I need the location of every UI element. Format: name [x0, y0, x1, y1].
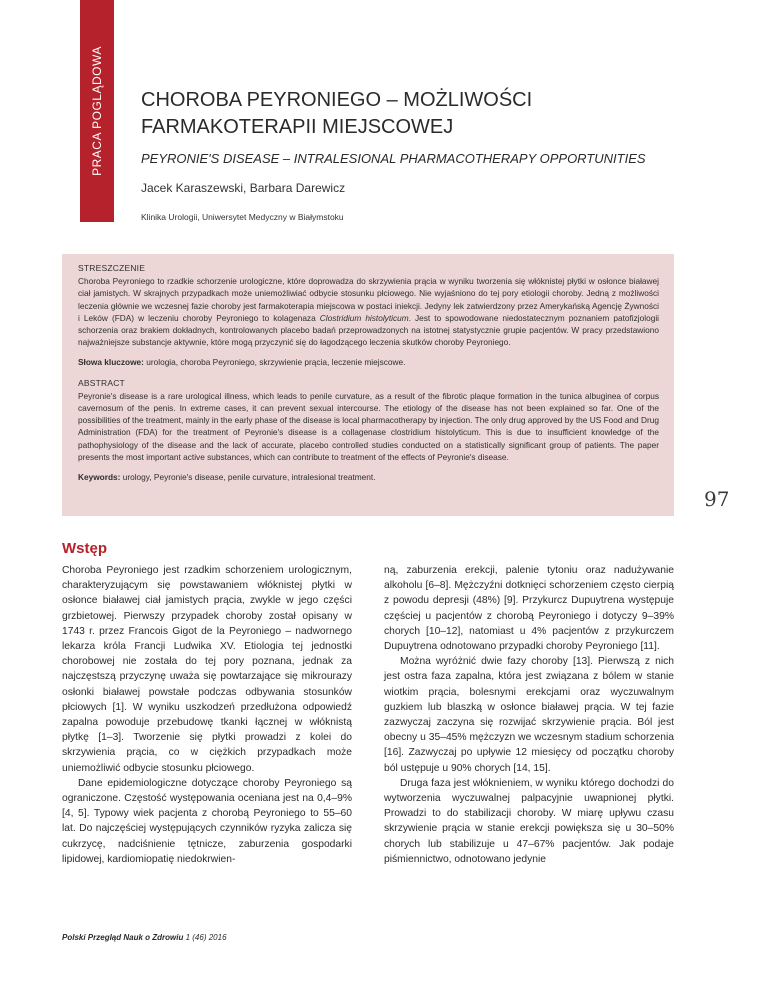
- article-title: CHOROBA PEYRONIEGO – MOŻLIWOŚCI FARMAKOTERAPII MIEJSCOWEJ: [141, 89, 533, 138]
- paragraph: Choroba Peyroniego jest rzadkim schorzeniem urologicznym, charakteryzującym się powstawaniem włóknistej płytki w osłonce białawej ciał jamistych prącia, zwykle w jego części grzbietowej. Pierwszy przypadek choroby został opisany w 1743 r. przez Francois Gigot de la Peyroniego – nadwornego lekarza króla Francji Ludwika XV. Etiologia tej jednostki chorobowej nie została do tej pory poznana, jednak za najczęstszą przyczynę uważa się powtarzające się mikrourazy osłonki białawej powstałe podczas odbywania stosunków płciowych [1]. W wyniku uszkodzeń przedłużona odpowiedź zapalna powoduje przebudowę tkanki łącznej w włóknistą płytkę [1–3]. Tworzenie się płytki prowadzi z kolei do skrzywienia prącia, co w ciężkich przypadkach może uniemożliwić odbycie stosunku płciowego.: [62, 565, 352, 774]
- affiliation: Klinika Urologii, Uniwersytet Medyczny w Białymstoku: [141, 212, 344, 222]
- right-column: [384, 563, 674, 867]
- keywords-pl: Słowa kluczowe: urologia, choroba Peyroniego, skrzywienie prącia, leczenie miejscowe.: [78, 357, 406, 368]
- abstract-en-text: Peyronie's disease is a rare urological illness, which leads to penile curvature, as a result of the fibrotic plaque formation in the tunica albuginea of corpus cavernosum of the penis. In extreme cases, it can prevent sexual intercourse. The etiology of the disease has not been explained so far. One of the possibilities of the treatment, mainly in the early phase of the disease is local pharmacotherapy by injection. The only drug approved by the US Food and Drug Administration (FDA) for the treatment of Peyronie's disease is a collagenase clostridium histolyticum. This is due to insufficient knowledge of the pathophysiology of the disease and the lack of accurate, placebo controlled studies conducted on a statistically significant group of patients. The paper presents the most important active substances, which can contribute to treatment of the effects of Peyronie's disease.: [78, 390, 659, 462]
- paragraph: Druga faza jest włóknieniem, w wyniku którego dochodzi do wytworzenia wyczuwalnej palpacyjnie uwapnionej płytki. Prowadzi to do stabilizacji choroby. W miarę upływu czasu skrzywienie prącia w stanie erekcji powiększa się u 30–50% chorych lub stabilizuje u 47–67% pacjentów. Jak podaje piśmiennictwo, odnotowano jedynie: [384, 777, 674, 865]
- authors: Jacek Karaszewski, Barbara Darewicz: [141, 181, 346, 195]
- abstract-pl-heading: STRESZCZENIE: [78, 263, 146, 273]
- abstract-pl-text: Choroba Peyroniego to rzadkie schorzenie urologiczne, które doprowadza do skrzywienia prącia w wyniku tworzenia się włóknistej płytki w osłonce białawej ciał jamistych. W skrajnych przypadkach może uniemożliwiać odbycie stosunku płciowego. Nie wyjaśniono do tej pory etiologii choroby. Jedną z możliwości leczenia głównie we wczesnej fazie choroby jest farmakoterapia miejscowa w postaci iniekcji. Jedyny lek zatwierdzony przez Amerykańską Agencję Żywności i Leków (FDA) w leczeniu choroby Peyroniego to kolagenaza Clostridium histolyticum. Jest to spowodowane niedostatecznym poznaniem patofizjologii schorzenia oraz brakiem dokładnych, kontrolowanych placebo badań przeprowadzonych na istotnej statystycznie grupie pacjentów. W pracy przedstawiono najważniejsze substancje aktywnie, które mogą przyczynić się do łagodzącego leczenia skutków choroby Peyroniego.: [78, 276, 660, 348]
- page-number: 97: [704, 487, 730, 511]
- article-type-label: PRACA POGLĄDOWA: [90, 46, 104, 176]
- paragraph: ną, zaburzenia erekcji, palenie tytoniu oraz nadużywanie alkoholu [6–8]. Mężczyźni dotknięci schorzeniem często cierpią z powodu depresji (48%) [9]. Przykurcz Dupuytrena występuje częściej u pacjentów z chorobą Peyroniego i dotyczy 9–39% chorych [10–12], natomiast u 4% pacjentów z przykurczem Dupuytrena odnotowano przypadki choroby Peyroniego [11].: [384, 565, 674, 653]
- left-column: [62, 563, 352, 867]
- abstract-box: [62, 254, 674, 516]
- abstract-en-heading: ABSTRACT: [78, 377, 125, 388]
- article-subtitle: PEYRONIE'S DISEASE – INTRALESIONAL PHARMACOTHERAPY OPPORTUNITIES: [141, 151, 646, 166]
- section-heading: Wstęp: [62, 540, 107, 557]
- keywords-en: Keywords: urology, Peyronie's disease, penile curvature, intralesional treatment.: [78, 472, 376, 483]
- journal-footer: Polski Przegląd Nauk o Zdrowiu 1 (46) 2016: [62, 933, 227, 942]
- paragraph: Dane epidemiologiczne dotyczące choroby Peyroniego są ograniczone. Częstość występowania oceniana jest na 0,4–9% [4, 5]. Typowy wiek pacjenta z chorobą Peyroniego to 55–60 lat. Do najczęściej występujących czynników ryzyka zalicza się cukrzycę, nadciśnienie tętnicze, zaburzenia gospodarki lipidowej, kardiomiopatię niedokrwien-: [62, 777, 352, 865]
- paragraph: Można wyróżnić dwie fazy choroby [13]. Pierwszą z nich jest ostra faza zapalna, która jest związana z bólem w stanie wiotkim prącia, bolesnymi erekcjami oraz wyczuwalnym guzkiem lub blaszką w osłonce białawej prącia. W tej fazie zazwyczaj zaczyna się rozwijać skrzywienie prącia. Ból jest obecny u 35–45% mężczyzn we wczesnym stadium schorzenia [16]. Zazwyczaj po upływie 12 miesięcy od początku choroby ból ustępuje u 90% chorych [14, 15].: [384, 656, 674, 774]
